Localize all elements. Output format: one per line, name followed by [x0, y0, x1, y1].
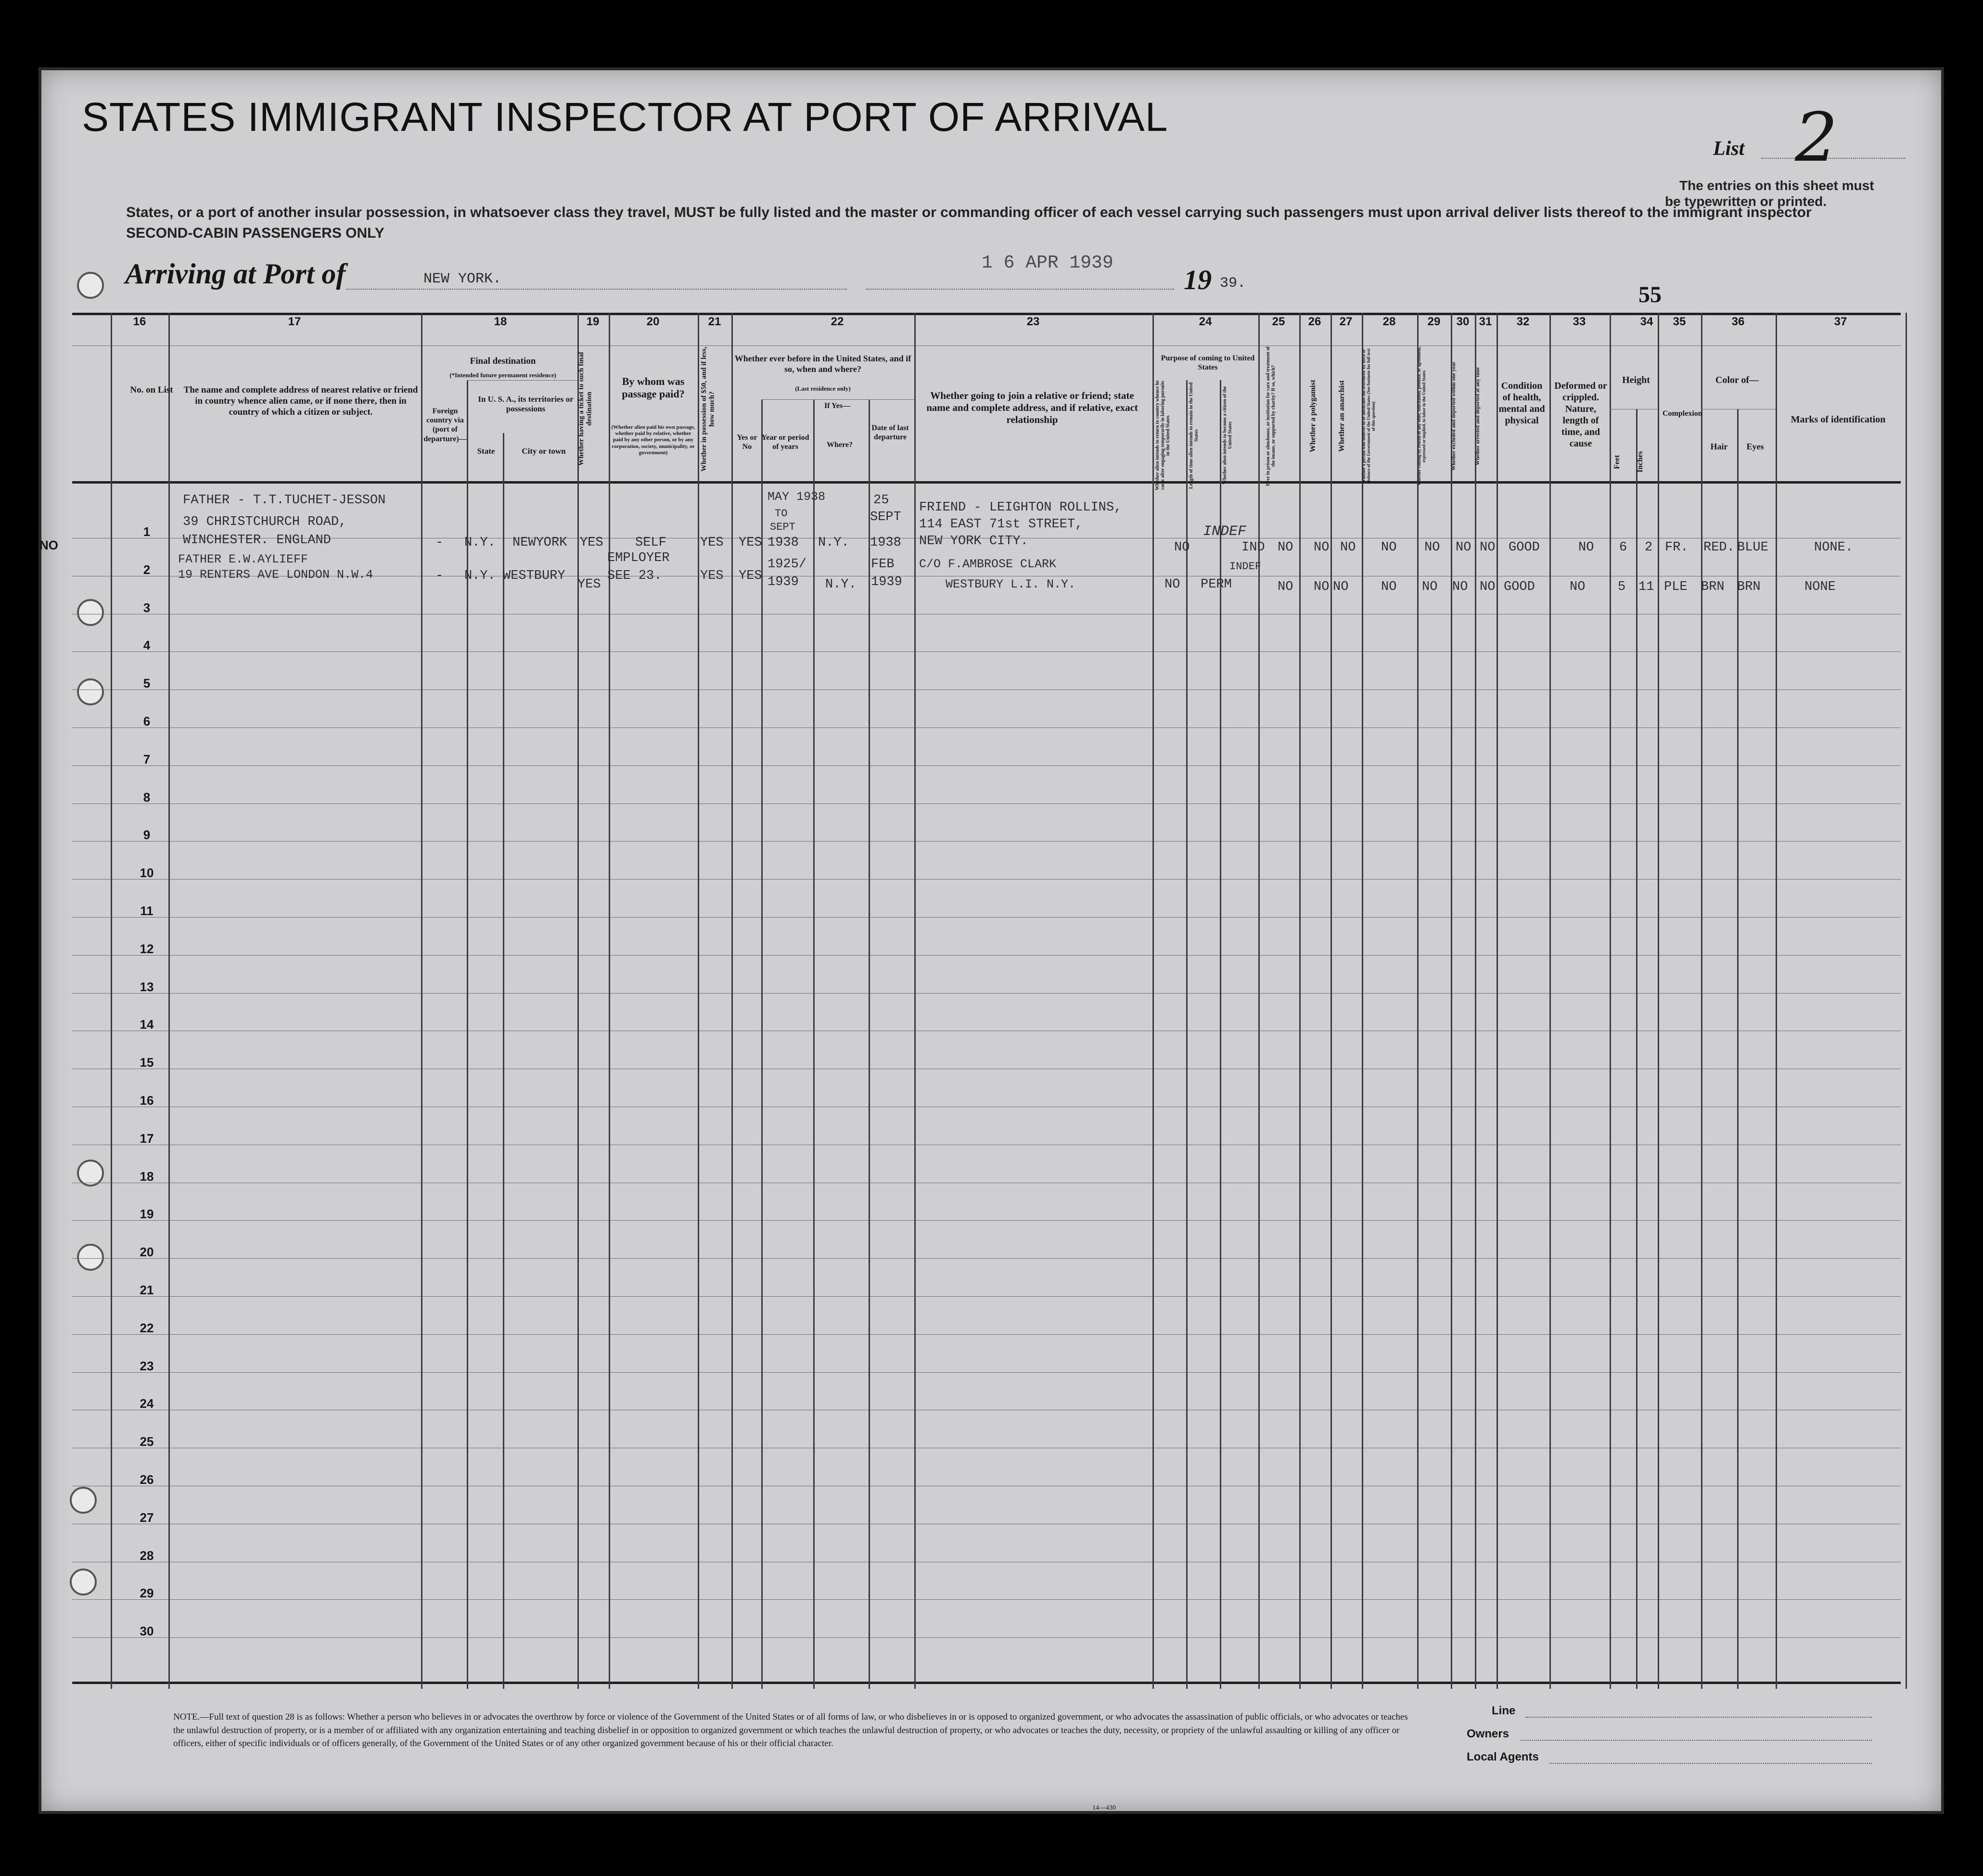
arriving-label: Arriving at Port of	[125, 258, 346, 290]
row-number: 12	[140, 941, 154, 956]
column-number: 18	[494, 315, 507, 328]
row2-complexion: PLE	[1664, 580, 1688, 594]
row2-return: NO	[1164, 577, 1180, 592]
column-rule	[1417, 313, 1419, 1689]
column-rule	[1220, 380, 1221, 1689]
row1-relative-line2: 39 CHRISTCHURCH ROAD,	[183, 515, 347, 529]
row-number: 17	[140, 1131, 154, 1146]
row1-relative-line1: FATHER - T.T.TUCHET-JESSON	[183, 493, 386, 508]
row-rule	[72, 1637, 1901, 1638]
col-22-title: Whether ever before in the United States, and if so, when and where?	[734, 354, 911, 374]
row-rule	[72, 727, 1901, 728]
row-rule	[72, 1220, 1901, 1221]
column-rule	[1658, 313, 1659, 1689]
col-17-header: The name and complete address of nearest relative or friend in country whence alien came, or if none there, then in country of which a citizen or subject.	[183, 385, 418, 417]
row2-citizen: PERM	[1201, 577, 1232, 592]
col-20-sub: (Whether alien paid his own passage, whether paid by relative, whether paid by any other person, or by any corporation, society, municipality, or government)	[611, 424, 695, 456]
margin-mark: NO	[39, 538, 58, 552]
col-36-hair: Hair	[1710, 442, 1728, 451]
row2-health: GOOD	[1504, 580, 1535, 594]
line-label: Line	[1492, 1704, 1516, 1717]
col-18-sub: (*Intended future permanent residence)	[449, 371, 556, 379]
row1-fifty: YES	[700, 536, 724, 550]
row-rule	[72, 1334, 1901, 1335]
col-18-city: City or town	[522, 447, 566, 456]
row2-labor: NO	[1422, 580, 1438, 594]
col-30-header: Whether excluded and deported within one year	[1451, 361, 1457, 471]
row-number: 3	[143, 600, 151, 615]
col-18-foreign: Foreign country via (port of departure)—	[423, 407, 467, 443]
row2-paid-by: EMPLOYER	[607, 551, 670, 565]
row-number: 5	[143, 676, 151, 691]
col-19-header: Whether having a ticket to such final destination	[577, 352, 593, 466]
row-number: 22	[140, 1320, 154, 1335]
col-21-header: Whether in possession of $50, and if less, how much?	[700, 346, 716, 472]
row2-foreign: -	[435, 569, 444, 583]
column-rule	[1258, 313, 1260, 1689]
row-number: 19	[140, 1207, 154, 1222]
row-number: 4	[143, 638, 151, 653]
row-number: 25	[140, 1434, 154, 1449]
column-number: 20	[646, 315, 660, 328]
entries-note-2: be typewritten or printed.	[1665, 194, 1827, 209]
column-number: 36	[1731, 315, 1745, 328]
row-number: 21	[140, 1283, 154, 1297]
row1-period-3: SEPT	[770, 521, 795, 533]
column-rule	[1610, 313, 1611, 1689]
form-number: 14—430	[1092, 1804, 1116, 1812]
col-36-title: Color of—	[1715, 375, 1759, 385]
row-number: 2	[143, 562, 151, 577]
col-23-header: Whether going to join a relative or friend; state name and complete address, and if relative, exact relationship	[926, 390, 1138, 426]
col-24-b: Length of time alien intends to remain in the United States	[1189, 382, 1199, 489]
column-number: 21	[708, 315, 721, 328]
year-prefix: 19	[1184, 264, 1212, 295]
subheader-rule	[761, 399, 813, 400]
column-rule	[1636, 409, 1638, 1689]
col-32-header: Condition of health, mental and physical	[1498, 381, 1545, 426]
column-rule	[1549, 313, 1551, 1689]
column-rule	[168, 313, 170, 1689]
col-37-header: Marks of identification	[1791, 414, 1886, 425]
col-16-header: No. on List	[130, 385, 173, 395]
row-number: 6	[143, 714, 151, 728]
column-rule	[1451, 313, 1452, 1689]
row-number: 8	[143, 790, 151, 804]
column-number: 28	[1382, 315, 1396, 328]
column-rule	[111, 313, 112, 1689]
row-number: 7	[143, 752, 151, 766]
column-rule	[503, 433, 504, 1689]
row2-length: INDEF	[1229, 561, 1262, 573]
col-31-header: Whether arrested and deported at any time	[1475, 367, 1481, 465]
row1-polygamist: NO	[1314, 540, 1330, 555]
row1-overthrow: NO	[1381, 540, 1397, 555]
row1-hair: RED.	[1703, 540, 1735, 555]
port-value: NEW YORK.	[423, 271, 502, 287]
col-22-ifyes: If Yes—	[824, 402, 851, 410]
row-number: 16	[140, 1093, 154, 1108]
row2-relative-line1: FATHER E.W.AYLIEFF	[178, 552, 308, 566]
footnote-question-28: NOTE.—Full text of question 28 is as follows: Whether a person who believes in or advocates the overthrow by force or violence of the Government of the United States or of all forms of law, or who disbelieves in or is opposed to organized government, or who advocates the assassination of public officials, or who advocates or teaches the unlawful destruction of property, or is a member of or affiliated with any organization entertaining and teaching disbelief in or opposition to organized government or which teaches the unlawful destruction of property, or who advocates or teaches the duty, necessity, or propriety of the unlawful assaulting or killing of any officer or officers, either of specific individuals or of officers generally, of the Government of the United States or of any other organized government because of his or their official character.	[173, 1712, 1408, 1749]
column-number: 17	[288, 315, 301, 328]
column-number: 19	[586, 315, 600, 328]
col-29-header: Whether coming by reason of any offer, solicitation, promise, or agreement, expressed or implied, to labor in the United States	[1417, 346, 1426, 486]
page-title: STATES IMMIGRANT INSPECTOR AT PORT OF ARRIVAL	[82, 94, 1168, 140]
row1-departure-2: SEPT	[870, 510, 901, 524]
row1-join-3: NEW YORK CITY.	[919, 534, 1028, 549]
row2-prison: NO	[1278, 580, 1293, 594]
column-rule	[1331, 313, 1332, 1689]
col-27-header: Whether an anarchist	[1338, 380, 1346, 452]
column-number: 30	[1456, 315, 1470, 328]
row1-foreign: -	[435, 536, 444, 550]
row1-excluded: NO	[1456, 540, 1471, 555]
row1-city: NEWYORK	[512, 536, 567, 550]
row-number: 14	[140, 1017, 154, 1032]
entries-note-1: The entries on this sheet must	[1679, 178, 1874, 193]
col-22-where: Where?	[827, 441, 853, 449]
row1-departure-3: 1938	[870, 536, 901, 550]
row1-state: N.Y.	[464, 536, 496, 550]
row2-period-2: 1939	[768, 575, 799, 589]
row-number: 11	[140, 904, 154, 918]
row-rule	[72, 1258, 1901, 1259]
column-number: 26	[1308, 315, 1321, 328]
cabin-class-label: SECOND-CABIN PASSENGERS ONLY	[126, 225, 384, 241]
column-number: 33	[1573, 315, 1586, 328]
owners-label: Owners	[1467, 1727, 1510, 1740]
row1-citizen: IND	[1241, 540, 1265, 555]
column-number: 34	[1640, 315, 1653, 328]
page-number: 55	[1638, 282, 1662, 307]
row1-prison: NO	[1278, 540, 1293, 555]
column-rule	[1186, 380, 1188, 1689]
column-rule	[731, 313, 733, 1689]
col-26-header: Whether a polygamist	[1309, 380, 1317, 453]
local-agents-field	[1549, 1763, 1872, 1764]
row2-departure-2: 1939	[871, 575, 902, 589]
col-18-title: Final destination	[470, 356, 536, 366]
row2-arrested: NO	[1480, 580, 1496, 594]
row1-marks: NONE.	[1814, 540, 1854, 555]
row2-feet: 5	[1618, 580, 1626, 594]
row2-departure-1: FEB	[871, 557, 895, 572]
row2-hair: BRN	[1701, 580, 1725, 594]
col-18-usa: In U. S. A., its territories or possessions	[478, 395, 574, 414]
list-label: List	[1713, 138, 1745, 160]
row-number: 23	[140, 1358, 154, 1373]
col-33-header: Deformed or crippled. Nature, length of time, and cause	[1554, 381, 1607, 449]
row-rule	[72, 1296, 1901, 1297]
row1-period-4: 1938	[768, 536, 799, 550]
column-rule	[914, 313, 916, 1689]
row1-ticket: YES	[580, 536, 603, 550]
table-top-rule	[72, 313, 1901, 315]
line-field	[1525, 1717, 1872, 1718]
row2-state: N.Y.	[464, 569, 496, 583]
row-rule	[72, 841, 1901, 842]
col-24-c: Whether alien intends to become a citizen of the United States	[1222, 386, 1233, 485]
column-number: 31	[1479, 315, 1492, 328]
row2-excluded: NO	[1452, 580, 1468, 594]
row2-period-1: 1925/	[768, 557, 807, 572]
table-bottom-rule	[72, 1682, 1901, 1684]
col-25-header: Ever in prison or almshouse, or institution for care and treatment of the insane, or supported by charity? If so, which?	[1266, 346, 1276, 486]
row-rule	[72, 879, 1901, 880]
row-number: 18	[140, 1169, 154, 1184]
row-rule	[72, 1599, 1901, 1600]
row2-where: N.Y.	[825, 577, 857, 592]
row1-feet: 6	[1619, 540, 1627, 555]
col-22-year: Year or period of years	[761, 434, 809, 451]
row-rule	[72, 993, 1901, 994]
col-18-state: State	[477, 447, 495, 456]
row1-anarchist: NO	[1340, 540, 1356, 555]
col-35-header: Complexion	[1663, 409, 1702, 418]
column-rule	[609, 313, 610, 1689]
row1-length: INDEF	[1203, 523, 1247, 540]
row-number: 9	[143, 828, 151, 842]
column-rule	[1906, 313, 1907, 1689]
row2-overthrow: NO	[1381, 580, 1397, 594]
col-22-date: Date of last departure	[871, 424, 909, 442]
row1-join-2: 114 EAST 71st STREET,	[919, 517, 1083, 532]
row2-fifty: YES	[700, 569, 724, 583]
column-number: 22	[831, 315, 844, 328]
row2-city: WESTBURY	[503, 569, 565, 583]
year-suffix: 39.	[1220, 275, 1246, 292]
column-rule	[1362, 313, 1363, 1689]
col-34-title: Height	[1622, 375, 1650, 385]
row1-join-1: FRIEND - LEIGHTON ROLLINS,	[919, 500, 1122, 515]
col-24-title: Purpose of coming to United States	[1161, 354, 1255, 372]
row1-deformed: NO	[1578, 540, 1594, 555]
row1-departure-1: 25	[873, 493, 889, 508]
row2-polygamist: NO	[1314, 580, 1330, 594]
col-20-header: By whom was passage paid?	[622, 375, 685, 400]
column-number: 24	[1199, 315, 1212, 328]
column-number: 25	[1272, 315, 1285, 328]
instruction-line: States, or a port of another insular possession, in whatsoever class they travel, MUST be fully listed and the master or commanding officer of each vessel carrying such passengers must upon arrival deliver lists thereof to the immigrant inspector	[126, 204, 1812, 220]
row-number: 29	[140, 1586, 154, 1601]
col-36-eyes: Eyes	[1746, 442, 1764, 451]
col-34-feet: Feet	[1613, 455, 1621, 469]
row-number: 30	[140, 1624, 154, 1639]
row1-labor: NO	[1424, 540, 1440, 555]
row-rule	[72, 689, 1901, 690]
row-number: 15	[140, 1055, 154, 1070]
subheader-rule	[467, 380, 577, 381]
date-stamp: 1 6 APR 1939	[982, 253, 1113, 273]
row2-deformed: NO	[1570, 580, 1586, 594]
row1-period-2: TO	[775, 508, 788, 520]
row-number: 26	[140, 1472, 154, 1487]
row-number: 1	[143, 524, 151, 539]
row1-inches: 2	[1645, 540, 1653, 555]
row-rule	[72, 1372, 1901, 1373]
row-number: 10	[140, 866, 154, 881]
row1-complexion: FR.	[1665, 540, 1689, 555]
column-rule	[1776, 313, 1777, 1689]
column-rule	[1475, 313, 1476, 1689]
col-28-header: Whether a person who believes in or advocates the overthrow by force or violence of the Government of the United States (See footnote for full text of this question)	[1361, 348, 1376, 484]
row-rule	[72, 651, 1901, 652]
row-number: 13	[140, 979, 154, 994]
column-number: 35	[1673, 315, 1686, 328]
column-rule	[577, 313, 579, 1689]
row2-join-2: WESTBURY L.I. N.Y.	[946, 577, 1076, 591]
row2-before: YES	[739, 569, 762, 583]
column-number: 32	[1516, 315, 1530, 328]
col-34-inches: Inches	[1636, 451, 1644, 473]
column-rule	[698, 313, 699, 1689]
row2-marks: NONE	[1804, 580, 1836, 594]
row1-health: GOOD	[1509, 540, 1540, 555]
column-rule	[1737, 409, 1739, 1689]
col-22-sub: (Last residence only)	[795, 385, 851, 392]
column-rule	[1152, 313, 1154, 1689]
row-number: 20	[140, 1245, 154, 1260]
row2-relative-line2: 19 RENTERS AVE LONDON N.W.4	[178, 568, 373, 582]
column-rule	[761, 399, 763, 1689]
row1-arrested: NO	[1480, 540, 1496, 555]
col-22-yesno: Yes or No	[737, 434, 757, 451]
row2-anarchist: NO	[1333, 580, 1349, 594]
row2-paid-by-2: SEE 23.	[607, 569, 662, 583]
row1-return: NO	[1174, 540, 1190, 555]
column-rule	[1701, 313, 1702, 1689]
row-rule	[72, 955, 1901, 956]
row-number: 28	[140, 1548, 154, 1563]
row2-inches: 11	[1638, 580, 1654, 594]
local-agents-label: Local Agents	[1467, 1750, 1539, 1763]
row1-paid-by: SELF	[635, 536, 666, 550]
row1-where: N.Y.	[818, 536, 849, 550]
row2-eyes: BRN	[1737, 580, 1761, 594]
column-number: 29	[1427, 315, 1441, 328]
row1-eyes: BLUE	[1737, 540, 1768, 555]
column-rule	[421, 313, 422, 1689]
column-rule	[1497, 313, 1498, 1689]
header-rule	[72, 345, 1901, 346]
row2-join-1: C/O F.AMBROSE CLARK	[919, 557, 1057, 571]
col-24-a: Whether alien intends to return to country whence he came after engaging temporarily in laboring pursuits in the United States	[1155, 380, 1171, 491]
column-rule	[813, 399, 815, 1689]
column-rule	[869, 399, 870, 1689]
list-number: 2	[1795, 99, 1838, 177]
row-rule	[72, 917, 1901, 918]
column-number: 23	[1026, 315, 1040, 328]
column-rule	[1299, 313, 1301, 1689]
row1-before: YES	[739, 536, 762, 550]
column-number: 27	[1339, 315, 1353, 328]
column-number: 37	[1834, 315, 1847, 328]
row1-period-1: MAY 1938	[768, 490, 826, 504]
owners-field	[1521, 1740, 1872, 1741]
row-number: 24	[140, 1396, 154, 1411]
row1-relative-line3: WINCHESTER. ENGLAND	[183, 533, 331, 548]
row-number: 27	[140, 1510, 154, 1525]
row2-ticket: YES	[577, 577, 601, 592]
column-number: 16	[133, 315, 146, 328]
